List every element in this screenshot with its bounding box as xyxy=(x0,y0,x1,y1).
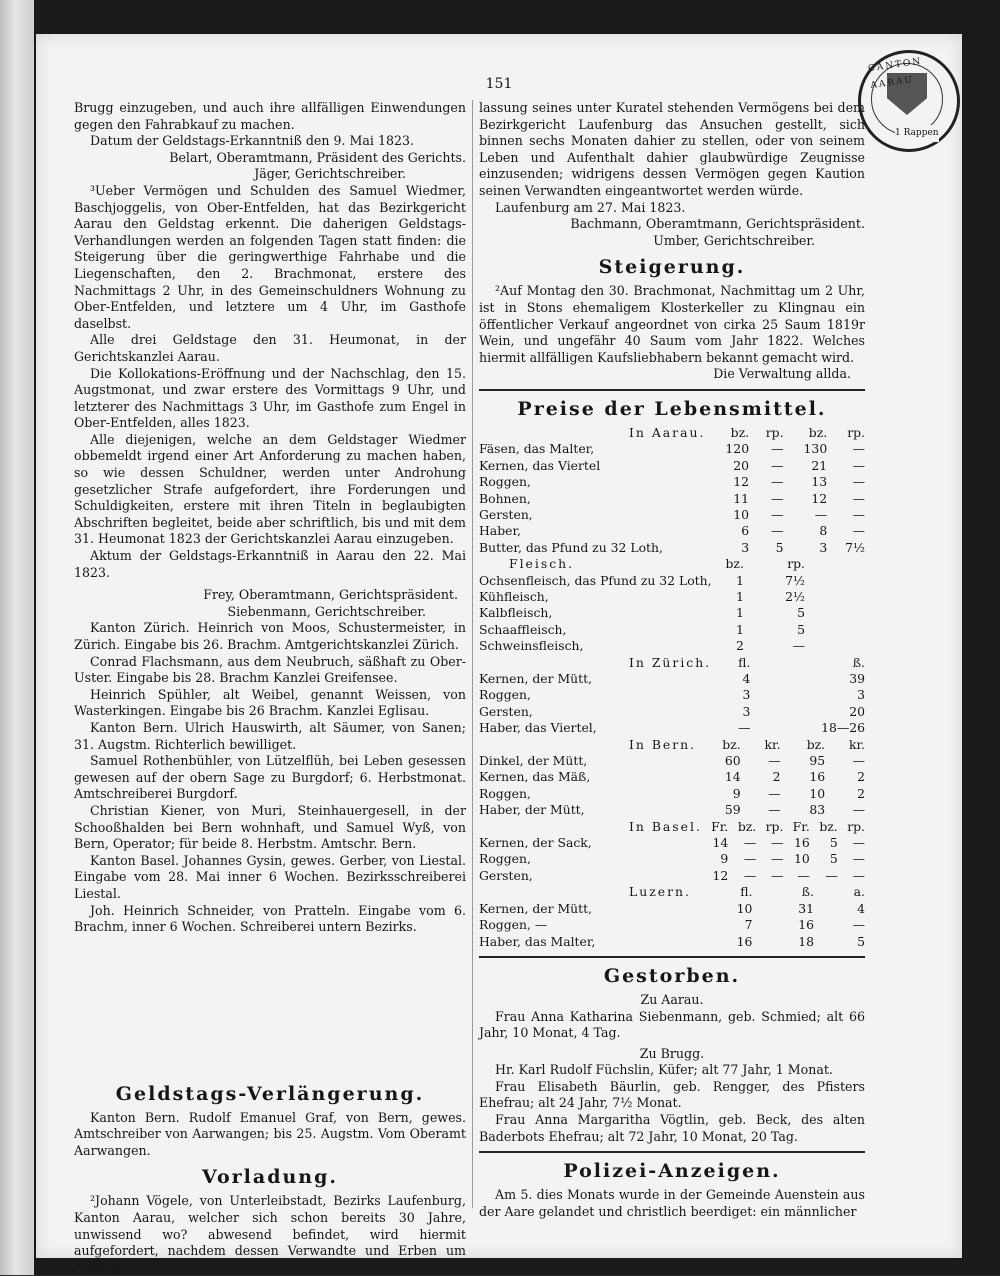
section-heading-steigerung: Steigerung. xyxy=(598,256,746,279)
notice-paragraph: Alle diejenigen, welche an dem Geldstager Wiedmer obbemeldt irgend einer Art Anforderung zu machen haben, so wie dessen Schuldner, werden unter Androhung gesetzlicher Strafe aufgefordert, ihre Forderungen und Schuldigkeiten, erstere mit ihren Titeln in beglaubigten Abschriften begleitet, beide aber schriftlich, bis und mit dem 31. Heumonat 1823 der Gerichtskanzlei Aarau einzugeben. xyxy=(74,431,466,547)
signature: Frey, Oberamtmann, Gerichtspräsident. xyxy=(203,587,458,603)
table-row xyxy=(479,507,865,523)
notice-paragraph: Am 5. dies Monats wurde in der Gemeinde Auenstein aus der Aare gelandet und christlich beerdiget: ein männlicher xyxy=(479,1187,865,1219)
table-cell: 18 xyxy=(798,933,814,949)
section-heading-vorladung: Vorladung. xyxy=(201,1166,339,1189)
table-cell-name: Roggen, xyxy=(479,785,531,801)
section-rule xyxy=(479,956,865,958)
table-cell-name: Roggen, xyxy=(479,687,531,703)
death-notice: Frau Anna Katharina Siebenmann, geb. Schmied; alt 66 Jahr, 10 Monat, 4 Tag. xyxy=(479,1008,865,1041)
column-header: ß. xyxy=(801,884,814,900)
table-cell: — xyxy=(852,851,865,867)
column-header: fl. xyxy=(740,884,753,900)
column-header: kr. xyxy=(764,736,781,752)
table-row xyxy=(479,868,865,884)
price-table-zuerich xyxy=(479,655,865,737)
table-cell-name: Fäsen, das Malter, xyxy=(479,441,595,457)
column-header: bz. xyxy=(819,818,838,834)
stamp-value: 1 Rappen xyxy=(895,125,939,142)
table-row xyxy=(479,523,865,539)
column-header: rp. xyxy=(847,424,865,440)
table-cell: — xyxy=(852,867,865,883)
table-cell: — xyxy=(852,802,865,818)
table-cell: 60 xyxy=(724,753,741,769)
price-table-bern xyxy=(479,737,865,819)
table-cell-name: Gersten, xyxy=(479,703,533,719)
signature: Die Verwaltung allda. xyxy=(713,366,851,382)
table-cell: 130 xyxy=(803,441,828,457)
column-header: bz. xyxy=(806,736,826,752)
table-cell-name: Kernen, der Sack, xyxy=(479,835,592,851)
column-header: kr. xyxy=(848,736,865,752)
table-cell: 9 xyxy=(732,785,741,801)
table-cell: 31 xyxy=(798,900,814,916)
table-cell: 12 xyxy=(712,867,729,883)
table-cell: 2 xyxy=(857,769,865,785)
section-rule xyxy=(479,389,865,391)
table-cell: — xyxy=(852,835,865,851)
table-cell: 120 xyxy=(725,441,750,457)
table-cell: — xyxy=(743,867,757,883)
column-header: bz. xyxy=(722,736,741,752)
table-cell: 3 xyxy=(819,539,828,555)
price-table-basel xyxy=(479,819,865,885)
table-cell: — xyxy=(797,867,810,883)
table-cell: 95 xyxy=(809,753,826,769)
table-region-label: In Aarau. xyxy=(629,424,706,440)
table-row xyxy=(479,540,865,556)
table-cell: 8 xyxy=(819,523,828,539)
table-cell-name: Kernen, der Mütt, xyxy=(479,671,593,686)
signature: Bachmann, Oberamtmann, Gerichtspräsident. xyxy=(570,216,865,232)
table-row xyxy=(479,622,865,638)
place-heading: Zu Brugg. xyxy=(639,1045,705,1061)
table-row xyxy=(479,573,865,589)
notice-paragraph: Aktum der Geldstags-Erkanntniß in Aarau den 22. Mai 1823. xyxy=(74,548,466,580)
table-cell: 11 xyxy=(733,490,750,506)
table-cell: — xyxy=(768,802,781,818)
table-region-label: In Basel. xyxy=(629,818,702,834)
table-cell: — xyxy=(768,753,781,769)
table-cell: 7½ xyxy=(845,539,865,555)
table-cell: — xyxy=(825,867,838,883)
column-header: rp. xyxy=(787,556,805,572)
table-region-label: In Zürich. xyxy=(629,654,712,670)
table-cell: 7½ xyxy=(785,572,805,588)
table-cell: — xyxy=(771,835,784,851)
table-cell-name: Kühfleisch, xyxy=(479,588,549,604)
left-column xyxy=(74,100,466,1276)
table-cell: 10 xyxy=(793,851,810,867)
table-cell: 5 xyxy=(797,621,805,637)
column-header: ß. xyxy=(852,654,865,670)
table-cell: 12 xyxy=(811,490,828,506)
notice-paragraph: Brugg einzugeben, und auch ihre allfälligen Einwendungen gegen den Fahrabkauf zu machen. xyxy=(74,100,466,132)
table-cell: — xyxy=(771,457,784,473)
table-cell: 5 xyxy=(857,933,865,949)
document-page xyxy=(36,34,962,1275)
table-cell: — xyxy=(852,441,865,457)
table-row xyxy=(479,802,865,818)
table-cell-name: Kernen, der Mütt, xyxy=(479,900,593,916)
notice-date: Laufenburg am 27. Mai 1823. xyxy=(495,199,686,215)
table-row xyxy=(479,934,865,950)
notice-paragraph: ³Ueber Vermögen und Schulden des Samuel Wiedmer, Baschjoggelis, von Ober-Entfelden, hat das Bezirkgericht Aarau den Geldstag erkennt. Die daherigen Geldstags-Verhandlungen werden an folgenden Tagen statt finden: die Steigerung über die geringwerthige Fahrhabe und die Liegenschaften, den 2. Brachmonat, erstere des Nachmittags 2 Uhr, in des Gemeinschuldners Wohnung zu Ober-Entfelden, und letztere um 4 Uhr, im Gasthofe daselbst. xyxy=(74,182,466,331)
table-cell: — xyxy=(852,457,865,473)
table-cell-name: Roggen, xyxy=(479,851,531,867)
table-row xyxy=(479,589,865,605)
table-cell: 13 xyxy=(811,474,828,490)
table-cell: 14 xyxy=(712,835,729,851)
table-cell: — xyxy=(852,506,865,522)
notice-paragraph: Die Kollokations-Eröffnung und der Nachschlag, den 15. Augstmonat, und zwar erstere des Vormittags 9 Uhr, und letzterer des Nachmittags 3 Uhr, im Gasthofe zum Engel in Ober-Entfelden, alles 1823. xyxy=(74,365,466,431)
table-cell: 1 xyxy=(736,588,744,604)
table-cell: 5 xyxy=(829,851,838,867)
table-cell: 16 xyxy=(736,933,753,949)
column-header: bz. xyxy=(730,424,750,440)
table-cell: 12 xyxy=(733,474,750,490)
table-cell: — xyxy=(771,506,784,522)
column-divider xyxy=(472,100,473,1208)
table-cell-name: Dinkel, der Mütt, xyxy=(479,753,588,769)
right-column xyxy=(479,100,865,1220)
table-cell-name: Haber, das Viertel, xyxy=(479,720,597,736)
table-cell: 14 xyxy=(724,769,741,785)
table-cell-name: Butter, das Pfund zu 32 Loth, xyxy=(479,539,663,555)
table-row xyxy=(479,605,865,621)
table-row xyxy=(479,441,865,457)
table-cell: 3 xyxy=(742,687,751,703)
table-cell-name: Roggen, — xyxy=(479,917,548,933)
table-cell: 5 xyxy=(797,605,805,621)
section-heading-geldstags-verlaengerung: Geldstags-Verlängerung. xyxy=(115,1082,425,1105)
table-cell: 1 xyxy=(736,621,744,637)
table-cell: 1 xyxy=(736,572,744,588)
notice-paragraph: ²Auf Montag den 30. Brachmonat, Nachmittag um 2 Uhr, ist in Stons ehemaligem Klosterkeller zu Klingnau ein öffentlicher Verkauf angeordnet von cirka 25 Saum 1819r Wein, und ungefähr 40 Saum vom Jahr 1822. Welches hiermit allfälligen Kaufsliebhabern bekannt gemacht wird. xyxy=(479,283,865,365)
table-cell: — xyxy=(814,506,828,522)
table-row xyxy=(479,769,865,785)
table-cell: — xyxy=(792,638,805,654)
table-cell: 10 xyxy=(809,785,826,801)
table-cell: 2½ xyxy=(785,588,805,604)
table-cell: — xyxy=(771,490,784,506)
section-heading-polizei: Polizei-Anzeigen. xyxy=(563,1160,781,1183)
table-cell: — xyxy=(771,474,784,490)
table-cell: — xyxy=(768,785,781,801)
table-cell-name: Haber, der Mütt, xyxy=(479,802,585,818)
table-cell: — xyxy=(771,441,784,457)
table-cell: 10 xyxy=(733,506,750,522)
table-row xyxy=(479,917,865,933)
table-cell: 5 xyxy=(829,835,838,851)
price-table-fleisch xyxy=(479,556,865,654)
table-cell: 3 xyxy=(741,539,750,555)
notice-paragraph: Conrad Flachsmann, aus dem Neubruch, säßhaft zu Ober-Uster. Eingabe bis 28. Brachm Kanzlei Greifensee. xyxy=(74,653,466,686)
notice-paragraph: Christian Kiener, von Muri, Steinhauergesell, in der Schooßhalden bei Bern wohnhaft, und Samuel Wyß, von Bern, Operator; für beide 8. Herbstm. Amtschr. Bern. xyxy=(74,802,466,852)
price-table-luzern xyxy=(479,884,865,950)
table-row xyxy=(479,474,865,490)
table-cell-name: Kernen, das Viertel xyxy=(479,457,601,473)
signature: Siebenmann, Gerichtschreiber. xyxy=(227,603,426,619)
table-cell: — xyxy=(852,917,865,933)
table-cell-name: Roggen, xyxy=(479,474,531,490)
table-row xyxy=(479,901,865,917)
death-notice: Frau Elisabeth Bäurlin, geb. Rengger, des Pfisters Ehefrau; alt 24 Jahr, 7½ Monat. xyxy=(479,1078,865,1111)
table-cell: 83 xyxy=(809,802,826,818)
table-cell: — xyxy=(743,835,757,851)
notice-paragraph: ²Johann Vögele, von Unterleibstadt, Bezirks Laufenburg, Kanton Aarau, welcher sich schon bereits 30 Jahre, unwissend wo? abwesend befindet, wird hiermit aufgefordert, nachdem dessen Verwandte und Erben um Ausfolg- xyxy=(74,1193,466,1275)
table-cell: 4 xyxy=(857,900,865,916)
table-cell-name: Kernen, das Mäß, xyxy=(479,769,591,785)
table-cell: — xyxy=(852,474,865,490)
column-header: bz. xyxy=(808,424,828,440)
table-cell: 20 xyxy=(849,703,865,719)
column-header: a. xyxy=(853,884,865,900)
table-cell: 3 xyxy=(742,703,751,719)
table-region-label: In Bern. xyxy=(629,736,697,752)
table-cell: 20 xyxy=(733,457,750,473)
death-notice: Hr. Karl Rudolf Füchslin, Küfer; alt 77 Jahr, 1 Monat. xyxy=(495,1062,833,1078)
table-region-label: Luzern. xyxy=(629,884,691,900)
table-cell: 4 xyxy=(742,671,751,686)
column-header: rp. xyxy=(847,818,865,834)
table-cell: — xyxy=(771,867,784,883)
table-cell: 16 xyxy=(809,769,826,785)
table-cell: — xyxy=(737,720,751,736)
column-header: bz. xyxy=(725,556,744,572)
column-header: fl. xyxy=(738,654,751,670)
table-row xyxy=(479,835,865,851)
column-header: bz. xyxy=(737,818,757,834)
table-row xyxy=(479,704,865,720)
column-header: rp. xyxy=(765,818,784,834)
book-spine xyxy=(0,0,34,1275)
blank-space xyxy=(74,936,466,1076)
table-row xyxy=(479,687,865,703)
place-heading: Zu Aarau. xyxy=(640,991,704,1007)
section-rule xyxy=(479,1151,865,1153)
section-heading-preise: Preise der Lebensmittel. xyxy=(517,397,827,420)
table-cell: 2 xyxy=(772,769,781,785)
notice-paragraph: lassung seines unter Kuratel stehenden Vermögens bei dem Bezirkgericht Laufenburg das Ansuchen gestellt, sich binnen sechs Monaten dahier zu stellen, oder von seinem Leben und Aufenthalt dahier glaubwürdige Zeugnisse einzusenden; widrigens dessen Vermögen gegen Kaution seinen Verwandten eingeantwortet werden würde. xyxy=(479,100,865,198)
table-cell-name: Gersten, xyxy=(479,506,533,522)
table-cell: 59 xyxy=(724,802,741,818)
table-cell: — xyxy=(771,851,784,867)
signature: Jäger, Gerichtschreiber. xyxy=(254,166,406,182)
table-cell: 18—26 xyxy=(821,720,865,736)
column-header: rp. xyxy=(765,424,784,440)
table-row xyxy=(479,720,865,736)
notice-paragraph: Joh. Heinrich Schneider, von Pratteln. Eingabe vom 6. Brachm, inner 6 Wochen. Schreiberei untern Bezirks. xyxy=(74,902,466,935)
table-row xyxy=(479,638,865,654)
table-cell-name: Kalbfleisch, xyxy=(479,605,553,621)
table-cell: 2 xyxy=(857,785,865,801)
table-region-label: Fleisch. xyxy=(509,556,575,572)
notice-date: Datum der Geldstags-Erkanntniß den 9. Mai 1823. xyxy=(90,133,415,149)
price-table-aarau xyxy=(479,425,865,556)
tax-stamp xyxy=(858,50,960,152)
table-cell-name: Haber, xyxy=(479,523,521,539)
table-cell-name: Haber, das Malter, xyxy=(479,933,596,949)
column-header: Fr. xyxy=(792,818,810,834)
notice-paragraph: Kanton Zürich. Heinrich von Moos, Schustermeister, in Zürich. Eingabe bis 26. Brachm. Amtgerichtskanzlei Zürich. xyxy=(74,620,466,652)
notice-paragraph: Samuel Rothenbühler, von Lützelflüh, bei Leben gesessen gewesen auf der obern Sage zu Burgdorf; 6. Herbstmonat. Amtschreiberei Burgdorf. xyxy=(74,753,466,802)
table-cell: 39 xyxy=(849,671,865,686)
death-notice: Frau Anna Margaritha Vögtlin, geb. Beck, des alten Baderbots Ehefrau; alt 72 Jahr, 10 Monat, 20 Tag. xyxy=(479,1112,865,1144)
table-cell: 16 xyxy=(798,917,814,933)
table-cell-name: Schaaffleisch, xyxy=(479,621,567,637)
section-heading-gestorben: Gestorben. xyxy=(603,964,741,987)
table-cell: 7 xyxy=(744,917,753,933)
table-cell: 6 xyxy=(741,523,750,539)
table-row xyxy=(479,851,865,867)
table-row xyxy=(479,458,865,474)
table-cell: — xyxy=(771,523,784,539)
table-cell-name: Schweinsfleisch, xyxy=(479,638,584,654)
table-cell: 9 xyxy=(720,851,729,867)
table-cell: — xyxy=(852,753,865,769)
stamp-canton-text: CANTON AARAU xyxy=(867,56,923,91)
notice-paragraph: Kanton Bern. Rudolf Emanuel Graf, von Bern, gewes. Amtschreiber von Aarwangen; bis 25. Augstm. Vom Oberamt Aarwangen. xyxy=(74,1109,466,1158)
table-cell: — xyxy=(852,523,865,539)
notice-paragraph: Heinrich Spühler, alt Weibel, genannt Weissen, von Wasterkingen. Eingabe bis 26 Brachm. Kanzlei Eglisau. xyxy=(74,686,466,719)
table-cell: — xyxy=(743,851,757,867)
table-cell: 16 xyxy=(793,835,810,851)
table-row xyxy=(479,753,865,769)
signature: Umber, Gerichtschreiber. xyxy=(653,232,815,248)
notice-paragraph: Alle drei Geldstage den 31. Heumonat, in der Gerichtskanzlei Aarau. xyxy=(74,332,466,364)
signature: Belart, Oberamtmann, Präsident des Gerichts. xyxy=(169,149,466,165)
table-row xyxy=(479,786,865,802)
table-cell: 3 xyxy=(857,687,865,703)
column-header: Fr. xyxy=(711,818,729,834)
table-row xyxy=(479,491,865,507)
table-cell: 5 xyxy=(775,539,784,555)
table-cell: — xyxy=(852,490,865,506)
notice-paragraph: Kanton Basel. Johannes Gysin, gewes. Gerber, von Liestal. Eingabe vom 28. Mai inner 6 Wochen. Bezirksschreiberei Liestal. xyxy=(74,852,466,901)
page-number: 151 xyxy=(485,76,513,92)
table-cell: 1 xyxy=(736,605,744,621)
table-cell: 10 xyxy=(736,900,753,916)
table-cell: 21 xyxy=(811,457,828,473)
table-row xyxy=(479,671,865,687)
table-cell-name: Gersten, xyxy=(479,867,533,883)
table-cell: 2 xyxy=(736,638,744,654)
table-cell-name: Ochsenfleisch, das Pfund zu 32 Loth, xyxy=(479,572,712,588)
table-cell-name: Bohnen, xyxy=(479,490,531,506)
notice-paragraph: Kanton Bern. Ulrich Hauswirth, alt Säumer, von Sanen; 31. Augstm. Richterlich bewilliget. xyxy=(74,719,466,752)
